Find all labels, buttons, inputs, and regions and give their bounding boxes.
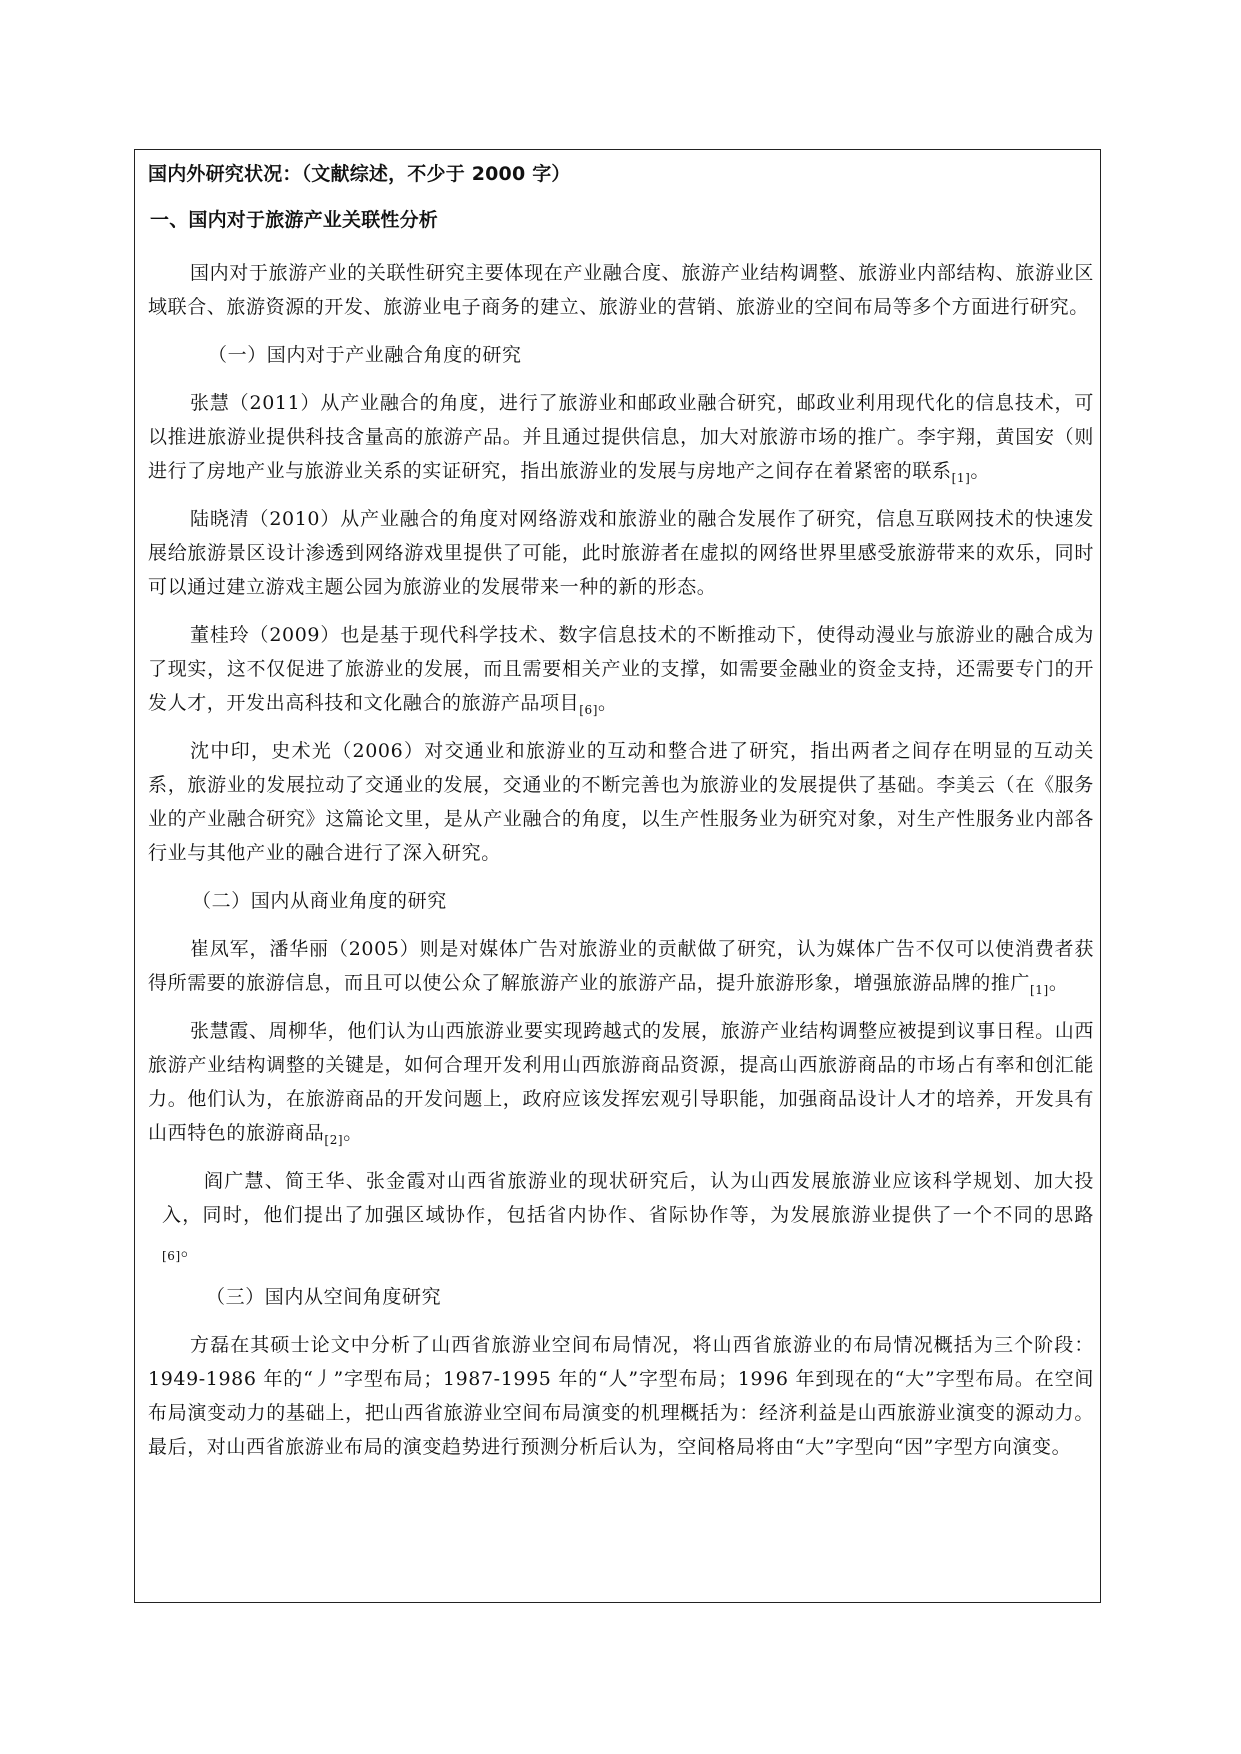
citation-ref: [1] <box>951 471 971 485</box>
paragraph-shen-zhongyin: 沈中印，史术光（2006）对交通业和旅游业的互动和整合进了研究，指出两者之间存在明显的互动关系，旅游业的发展拉动了交通业的发展，交通业的不断完善也为旅游业的发展提供了基础。李美云（在《服务业的产业融合研究》这篇论文里，是从产业融合的角度，以生产性服务业为研究对象，对生产性服务业内部各行业与其他产业的融合进行了深入研究。 <box>148 740 1094 864</box>
subsection-title-commercial: （二）国内从商业角度的研究 <box>192 890 447 912</box>
paragraph-text: 崔凤军，潘华丽（2005）则是对媒体广告对旅游业的贡献做了研究，认为媒体广告不仅可以使消费者获得所需要的旅游信息，而且可以使公众了解旅游产业的旅游产品，提升旅游形象，增强旅游品牌的推广 <box>148 938 1094 994</box>
paragraph-end: 。 <box>598 692 618 714</box>
paragraph-fang-lei: 方磊在其硕士论文中分析了山西省旅游业空间布局情况，将山西省旅游业的布局情况概括为三个阶段：1949-1986 年的“丿”字型布局；1987-1995 年的“人”字型布局；1996 年到现在的“大”字型布局。在空间布局演变动力的基础上，把山西省旅游业空间布局演变的机理概括为：经济利益是山西旅游业演变的源动力。最后，对山西省旅游业布局的演变趋势进行预测分析后认为，空间格局将由“大”字型向“因”字型方向演变。 <box>148 1334 1094 1458</box>
paragraph-text: 阎广慧、简王华、张金霞对山西省旅游业的现状研究后，认为山西发展旅游业应该科学规划、加大投入，同时，他们提出了加强区域协作，包括省内协作、省际协作等，为发展旅游业提供了一个不同的思路 <box>162 1170 1094 1226</box>
paragraph-cui-fengjun <box>148 932 1094 1000</box>
document-content <box>148 160 1094 1478</box>
paragraph-text: 董桂玲（2009）也是基于现代科学技术、数字信息技术的不断推动下，使得动漫业与旅游业的融合成为了现实，这不仅促进了旅游业的发展，而且需要相关产业的支撑，如需要金融业的资金支持，还需要专门的开发人才，开发出高科技和文化融合的旅游产品项目 <box>148 624 1094 714</box>
citation-ref: [6] <box>579 703 599 717</box>
paragraph-lu-xiaoqing: 陆晓清（2010）从产业融合的角度对网络游戏和旅游业的融合发展作了研究，信息互联网技术的快速发展给旅游景区设计渗透到网络游戏里提供了可能，此时旅游者在虚拟的网络世界里感受旅游带来的欢乐，同时可以通过建立游戏主题公园为旅游业的发展带来一种的新的形态。 <box>148 508 1094 598</box>
box-title: 国内外研究状况：（文献综述，不少于 2000 字） <box>148 163 571 185</box>
paragraph-text: 张慧（2011）从产业融合的角度，进行了旅游业和邮政业融合研究，邮政业利用现代化的信息技术，可以推进旅游业提供科技含量高的旅游产品。并且通过提供信息，加大对旅游市场的推广。李宇翔，黄国安（则进行了房地产业与旅游业关系的实证研究，指出旅游业的发展与房地产之间存在着紧密的联系 <box>148 392 1094 482</box>
section-title-domestic-tourism-linkage: 一、国内对于旅游产业关联性分析 <box>150 209 439 231</box>
paragraph-end: 。 <box>343 1122 363 1144</box>
paragraph-text: 张慧霞、周柳华，他们认为山西旅游业要实现跨越式的发展，旅游产业结构调整应被提到议事日程。山西旅游产业结构调整的关键是，如何合理开发利用山西旅游商品资源，提高山西旅游商品的市场占有率和创汇能力。他们认为，在旅游商品的开发问题上，政府应该发挥宏观引导职能，加强商品设计人才的培养，开发具有山西特色的旅游商品 <box>148 1020 1094 1144</box>
paragraph-end: 。 <box>1048 972 1069 994</box>
paragraph-end: 。 <box>180 1238 201 1260</box>
subsection-title-spatial: （三）国内从空间角度研究 <box>206 1286 442 1308</box>
paragraph-zhang-huixia <box>148 1014 1094 1150</box>
section-intro-paragraph: 国内对于旅游产业的关联性研究主要体现在产业融合度、旅游产业结构调整、旅游业内部结构、旅游业区域联合、旅游资源的开发、旅游业电子商务的建立、旅游业的营销、旅游业的空间布局等多个方面进行研究。 <box>148 262 1094 318</box>
subsection-title-industry-integration: （一）国内对于产业融合角度的研究 <box>208 344 522 366</box>
paragraph-end: 。 <box>970 460 991 482</box>
citation-ref: [1] <box>1030 983 1049 997</box>
paragraph-yan-guanghui <box>148 1164 1094 1266</box>
citation-ref: [2] <box>324 1133 344 1147</box>
citation-ref: [6] <box>162 1249 181 1263</box>
paragraph-zhang-hui <box>148 386 1094 488</box>
paragraph-dong-guiling <box>148 618 1094 720</box>
